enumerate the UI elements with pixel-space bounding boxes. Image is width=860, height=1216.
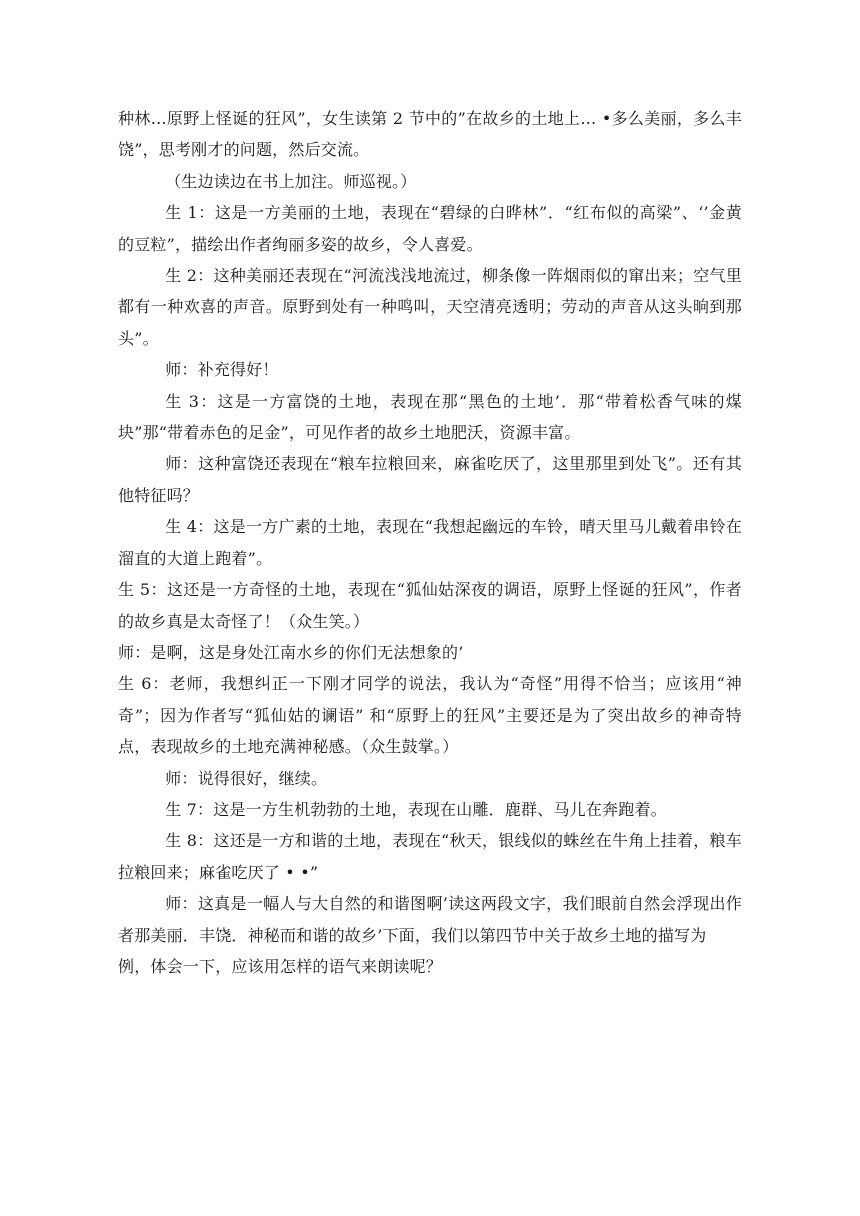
- paragraph-student-8: 生 8：这还是一方和谐的土地，表现在“秋天，银线似的蛛丝在牛角上挂着，粮车拉粮回来；麻雀吃厌了 • •”: [118, 831, 742, 882]
- paragraph-teacher-question: 师：这种富饶还表现在“粮车拉粮回来，麻雀吃厌了，这里那里到处飞”。还有其他特征吗？: [118, 454, 742, 505]
- document-body: [118, 103, 742, 982]
- paragraph-closing-question: 例，体会一下，应该用怎样的语气来朗读呢？: [118, 956, 443, 976]
- paragraph-student-5: 生 5：这还是一方奇怪的土地，表现在“狐仙姑深夜的调语，原野上怪诞的狂风”，作者的故乡真是太奇怪了！（众生笑。）: [118, 580, 742, 631]
- paragraph-teacher-summary: 师：这真是一幅人与大自然的和谐图啊’读这两段文字，我们眼前自然会浮现出作者那美丽．丰饶．神秘而和谐的故乡’下面，我们以第四节中关于故乡土地的描写为: [118, 894, 742, 945]
- paragraph-student-4: 生 4：这是一方广素的土地，表现在“我想起幽远的车铃，晴天里马儿戴着串铃在溜直的大道上跑着”。: [118, 517, 742, 568]
- paragraph-reading-task: 种林…原野上怪诞的狂风”，女生读第 2 节中的”在故乡的土地上… •多么美丽，多么丰饶”，思考刚才的问题，然后交流。: [118, 109, 742, 160]
- paragraph-stage-direction: （生边读边在书上加注。师巡视。）: [165, 171, 417, 191]
- paragraph-student-7: 生 7：这是一方生机勃勃的土地，表现在山雕．鹿群、马儿在奔跑着。: [165, 799, 667, 819]
- paragraph-teacher-praise: 师：补充得好！: [165, 360, 279, 380]
- paragraph-student-3: 生 3：这是一方富饶的土地，表现在那“黑色的土地’．那“带着松香气味的煤块”那“带着赤色的足金”，可见作者的故乡土地肥沃，资源丰富。: [118, 391, 742, 443]
- paragraph-teacher-reply: 师：是啊，这是身处江南水乡的你们无法想象的’: [118, 642, 464, 662]
- paragraph-teacher-continue: 师：说得很好，继续。: [165, 768, 328, 788]
- paragraph-student-1: 生 1：这是一方美丽的土地，表现在“碧绿的白晔林”．“红布似的高梁”、‘’金黄的豆粒”，描绘出作者绚丽多姿的故乡，令人喜爱。: [118, 203, 742, 254]
- paragraph-student-6: 生 6：老师，我想纠正一下刚才同学的说法，我认为“奇怪”用得不恰当；应该用“神奇”；因为作者写“狐仙姑的谰语” 和“原野上的狂风”主要还是为了突出故乡的神奇特点，表现故乡的土地充满神秘感。（众生鼓掌。）: [118, 674, 742, 757]
- paragraph-student-2: 生 2：这种美丽还表现在“河流浅浅地流过，柳条像一阵烟雨似的窜出来；空气里都有一种欢喜的声音。原野到处有一种鸣叫，天空清亮透明；劳动的声音从这头晌到那头”。: [118, 266, 742, 348]
